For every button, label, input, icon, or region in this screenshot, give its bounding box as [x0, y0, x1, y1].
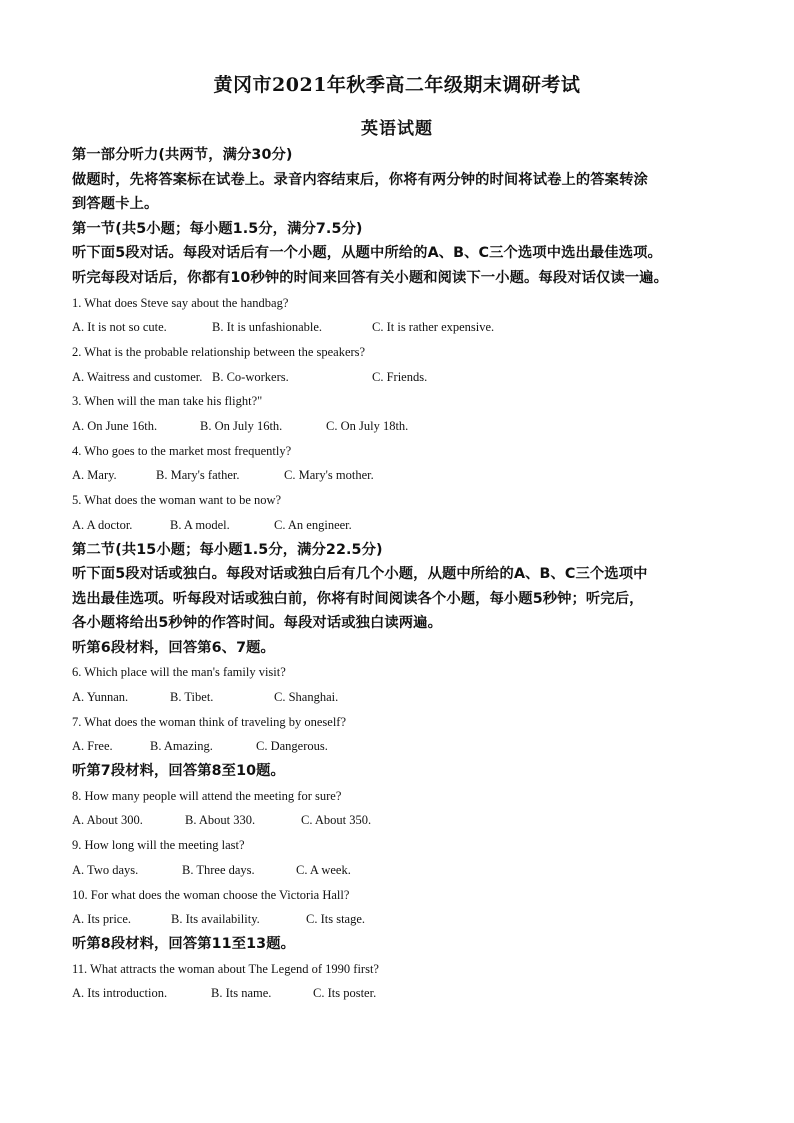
option-a: A. Two days. — [72, 862, 139, 877]
section2-instruction: 听下面5段对话或独白。每段对话或独白后有几个小题，从题中所给的A、B、C三个选项中 — [72, 566, 648, 583]
question-stem: 2. What is the probable relationship between the speakers? — [72, 344, 366, 359]
option-a: A. A doctor. — [72, 517, 133, 532]
option-b: B. Its availability. — [171, 912, 260, 927]
question-stem: 3. When will the man take his flight?" — [72, 394, 263, 409]
option-c: C. Its poster. — [313, 986, 377, 1001]
option-c: C. A week. — [296, 862, 351, 877]
option-b: B. Three days. — [182, 862, 255, 877]
question-options — [72, 414, 732, 439]
option-c: C. Mary's mother. — [284, 468, 374, 483]
exam-title: 黄冈市2021年秋季高二年级期末调研考试 — [213, 74, 581, 96]
option-c: C. Dangerous. — [256, 739, 328, 754]
part1-heading: 第一部分听力(共两节，满分30分) — [72, 147, 293, 163]
question-options — [72, 734, 732, 759]
question-options — [72, 981, 732, 1006]
option-a: A. It is not so cute. — [72, 320, 167, 335]
part1-instruction: 做题时，先将答案标在试卷上。录音内容结束后，你将有两分钟的时间将试卷上的答案转涂 — [72, 171, 648, 188]
question-stem: 6. Which place will the man's family visit? — [72, 665, 286, 680]
option-a: A. Its introduction. — [72, 986, 168, 1001]
question-stem: 4. Who goes to the market most frequently? — [72, 443, 292, 458]
option-a: A. On June 16th. — [72, 418, 158, 433]
section1-instruction: 听完每段对话后，你都有10秒钟的时间来回答有关小题和阅读下一小题。每段对话仅读一遍。 — [72, 269, 668, 286]
option-a: A. Waitress and customer. — [72, 369, 203, 384]
option-a: A. About 300. — [72, 813, 143, 828]
section1-instruction: 听下面5段对话。每段对话后有一个小题，从题中所给的A、B、C三个选项中选出最佳选项。 — [72, 245, 662, 262]
question-stem: 11. What attracts the woman about The Legend of 1990 first? — [72, 961, 379, 976]
option-b: B. Co-workers. — [212, 369, 289, 384]
section2-heading: 第二节(共15小题；每小题1.5分，满分22.5分) — [72, 541, 383, 558]
question-stem: 10. For what does the woman choose the Victoria Hall? — [72, 887, 350, 902]
section2-instruction: 各小题将给出5秒钟的作答时间。每段对话或独白读两遍。 — [72, 615, 442, 632]
question-stem: 9. How long will the meeting last? — [72, 838, 245, 853]
question-stem: 7. What does the woman think of traveling by oneself? — [72, 714, 347, 729]
option-c: C. Its stage. — [306, 912, 366, 927]
question-options — [72, 907, 732, 932]
question-stem: 8. How many people will attend the meeting for sure? — [72, 788, 342, 803]
option-b: B. On July 16th. — [200, 418, 283, 433]
option-a: A. Free. — [72, 739, 113, 754]
option-b: B. Mary's father. — [156, 468, 240, 483]
question-options — [72, 365, 732, 390]
option-b: B. Tibet. — [170, 690, 214, 705]
section1-heading: 第一节(共5小题；每小题1.5分，满分7.5分) — [72, 220, 363, 237]
question-stem: 1. What does Steve say about the handbag? — [72, 295, 289, 310]
question-options — [72, 463, 732, 488]
option-a: A. Yunnan. — [72, 690, 129, 705]
option-c: C. An engineer. — [274, 517, 352, 532]
material-heading: 听第6段材料，回答第6、7题。 — [72, 639, 275, 656]
option-c: C. About 350. — [301, 813, 372, 828]
question-options — [72, 685, 732, 710]
material-heading: 听第8段材料，回答第11至13题。 — [72, 936, 295, 953]
question-options — [72, 513, 732, 538]
option-c: C. It is rather expensive. — [372, 320, 495, 335]
option-b: B. Its name. — [211, 986, 272, 1001]
exam-subtitle: 英语试题 — [361, 119, 433, 139]
material-heading: 听第7段材料，回答第8至10题。 — [72, 763, 285, 780]
question-options — [72, 858, 732, 883]
section2-instruction: 选出最佳选项。听每段对话或独白前，你将有时间阅读各个小题，每小题5秒钟；听完后， — [72, 590, 644, 607]
option-c: C. Shanghai. — [274, 690, 339, 705]
part1-instruction: 到答题卡上。 — [72, 196, 159, 213]
option-b: B. Amazing. — [150, 739, 213, 754]
option-b: B. About 330. — [185, 813, 256, 828]
option-c: C. Friends. — [372, 369, 428, 384]
question-options — [72, 808, 732, 833]
question-options — [72, 315, 732, 340]
question-stem: 5. What does the woman want to be now? — [72, 493, 282, 508]
option-a: A. Its price. — [72, 912, 132, 927]
exam-content — [72, 143, 732, 1006]
option-b: B. It is unfashionable. — [212, 320, 323, 335]
option-a: A. Mary. — [72, 468, 117, 483]
option-c: C. On July 18th. — [326, 418, 409, 433]
option-b: B. A model. — [170, 517, 230, 532]
